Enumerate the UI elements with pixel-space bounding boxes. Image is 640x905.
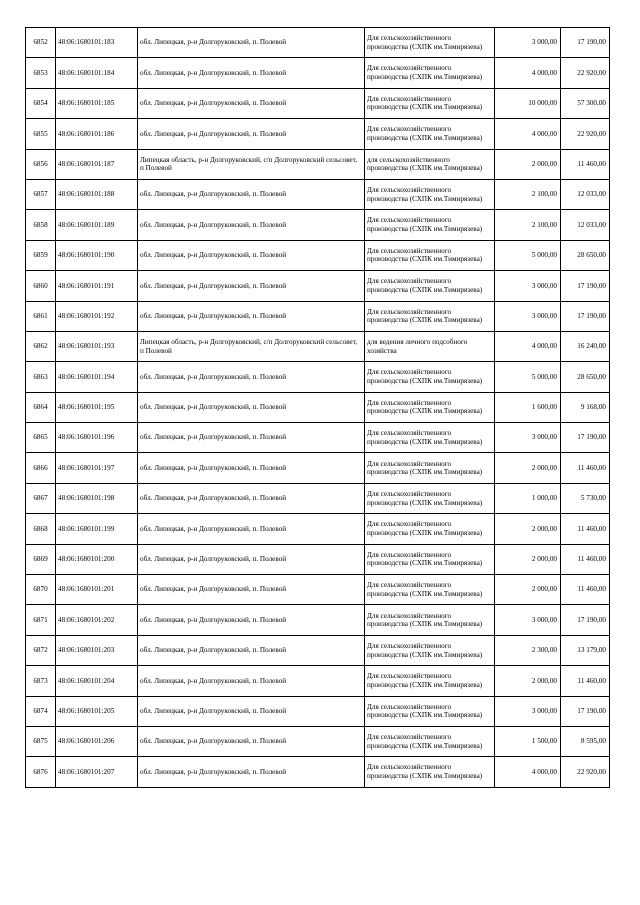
address-cell: Липецкая область, р-н Долгоруковский, с/п Долгоруковский сельсовет, п Полевой	[138, 149, 365, 179]
area-cell: 1 000,00	[495, 483, 561, 513]
cadastral-number: 48:06:1680101:190	[56, 240, 138, 270]
cadastral-value-cell: 11 460,00	[561, 544, 610, 574]
cadastral-value-cell: 17 190,00	[561, 423, 610, 453]
area-cell: 3 000,00	[495, 696, 561, 726]
cadastral-value-cell: 11 460,00	[561, 666, 610, 696]
cadastral-number: 48:06:1680101:191	[56, 271, 138, 301]
row-number: 6863	[26, 362, 56, 392]
cadastral-number: 48:06:1680101:196	[56, 423, 138, 453]
cadastral-number: 48:06:1680101:185	[56, 88, 138, 118]
row-number: 6866	[26, 453, 56, 483]
address-cell: обл. Липецкая, р-н Долгоруковский, п. Полевой	[138, 28, 365, 58]
area-cell: 5 000,00	[495, 362, 561, 392]
address-cell: обл. Липецкая, р-н Долгоруковский, п. Полевой	[138, 453, 365, 483]
cadastral-value-cell: 17 190,00	[561, 605, 610, 635]
row-number: 6869	[26, 544, 56, 574]
cadastral-value-cell: 17 190,00	[561, 271, 610, 301]
land-use-cell: для сельскохозяйственного производства (СХПК им.Тимирязева)	[365, 149, 495, 179]
cadastral-value-cell: 8 595,00	[561, 726, 610, 756]
land-use-cell: Для сельскохозяйственного производства (СХПК им.Тимирязева)	[365, 757, 495, 787]
cadastral-value-cell: 22 920,00	[561, 58, 610, 88]
table-row	[26, 271, 610, 301]
address-cell: обл. Липецкая, р-н Долгоруковский, п. Полевой	[138, 301, 365, 331]
row-number: 6857	[26, 179, 56, 209]
address-cell: обл. Липецкая, р-н Долгоруковский, п. Полевой	[138, 696, 365, 726]
address-cell: обл. Липецкая, р-н Долгоруковский, п. Полевой	[138, 362, 365, 392]
table-row	[26, 179, 610, 209]
area-cell: 2 000,00	[495, 149, 561, 179]
row-number: 6875	[26, 726, 56, 756]
row-number: 6853	[26, 58, 56, 88]
land-use-cell: Для сельскохозяйственного производства (СХПК им.Тимирязева)	[365, 271, 495, 301]
land-plots-table	[25, 27, 610, 788]
area-cell: 1 500,00	[495, 726, 561, 756]
row-number: 6855	[26, 119, 56, 149]
cadastral-number: 48:06:1680101:194	[56, 362, 138, 392]
table-row	[26, 149, 610, 179]
land-use-cell: Для сельскохозяйственного производства (СХПК им.Тимирязева)	[365, 58, 495, 88]
area-cell: 3 000,00	[495, 28, 561, 58]
area-cell: 4 000,00	[495, 119, 561, 149]
address-cell: обл. Липецкая, р-н Долгоруковский, п. Полевой	[138, 119, 365, 149]
area-cell: 5 000,00	[495, 240, 561, 270]
address-cell: обл. Липецкая, р-н Долгоруковский, п. Полевой	[138, 240, 365, 270]
row-number: 6871	[26, 605, 56, 635]
cadastral-number: 48:06:1680101:203	[56, 635, 138, 665]
land-use-cell: Для сельскохозяйственного производства (СХПК им.Тимирязева)	[365, 240, 495, 270]
land-use-cell: Для сельскохозяйственного производства (СХПК им.Тимирязева)	[365, 301, 495, 331]
area-cell: 4 000,00	[495, 757, 561, 787]
cadastral-value-cell: 13 179,00	[561, 635, 610, 665]
row-number: 6865	[26, 423, 56, 453]
cadastral-number: 48:06:1680101:207	[56, 757, 138, 787]
area-cell: 4 000,00	[495, 58, 561, 88]
area-cell: 10 000,00	[495, 88, 561, 118]
land-use-cell: Для сельскохозяйственного производства (СХПК им.Тимирязева)	[365, 28, 495, 58]
table-row	[26, 301, 610, 331]
cadastral-value-cell: 11 460,00	[561, 453, 610, 483]
area-cell: 2 000,00	[495, 666, 561, 696]
row-number: 6861	[26, 301, 56, 331]
table-row	[26, 240, 610, 270]
cadastral-number: 48:06:1680101:184	[56, 58, 138, 88]
cadastral-number: 48:06:1680101:186	[56, 119, 138, 149]
row-number: 6856	[26, 149, 56, 179]
land-use-cell: Для сельскохозяйственного производства (СХПК им.Тимирязева)	[365, 119, 495, 149]
address-cell: обл. Липецкая, р-н Долгоруковский, п. Полевой	[138, 635, 365, 665]
table-row	[26, 757, 610, 787]
row-number: 6876	[26, 757, 56, 787]
land-use-cell: Для сельскохозяйственного производства (СХПК им.Тимирязева)	[365, 666, 495, 696]
cadastral-number: 48:06:1680101:188	[56, 179, 138, 209]
table-row	[26, 392, 610, 422]
address-cell: обл. Липецкая, р-н Долгоруковский, п. Полевой	[138, 605, 365, 635]
cadastral-value-cell: 16 240,00	[561, 331, 610, 361]
cadastral-value-cell: 9 168,00	[561, 392, 610, 422]
cadastral-number: 48:06:1680101:201	[56, 575, 138, 605]
row-number: 6872	[26, 635, 56, 665]
cadastral-number: 48:06:1680101:187	[56, 149, 138, 179]
table-row	[26, 28, 610, 58]
table-row	[26, 423, 610, 453]
land-use-cell: для ведения личного подсобного хозяйства	[365, 331, 495, 361]
cadastral-number: 48:06:1680101:183	[56, 28, 138, 58]
area-cell: 3 000,00	[495, 271, 561, 301]
land-use-cell: Для сельскохозяйственного производства (СХПК им.Тимирязева)	[365, 696, 495, 726]
land-use-cell: Для сельскохозяйственного производства (СХПК им.Тимирязева)	[365, 392, 495, 422]
address-cell: обл. Липецкая, р-н Долгоруковский, п. Полевой	[138, 666, 365, 696]
address-cell: Липецкая область, р-н Долгоруковский, с/п Долгоруковский сельсовет, п Полевой	[138, 331, 365, 361]
cadastral-number: 48:06:1680101:204	[56, 666, 138, 696]
area-cell: 4 000,00	[495, 331, 561, 361]
land-use-cell: Для сельскохозяйственного производства (СХПК им.Тимирязева)	[365, 210, 495, 240]
cadastral-number: 48:06:1680101:202	[56, 605, 138, 635]
area-cell: 3 000,00	[495, 423, 561, 453]
area-cell: 2 300,00	[495, 635, 561, 665]
area-cell: 2 100,00	[495, 179, 561, 209]
address-cell: обл. Липецкая, р-н Долгоруковский, п. Полевой	[138, 423, 365, 453]
table-row	[26, 362, 610, 392]
row-number: 6874	[26, 696, 56, 726]
address-cell: обл. Липецкая, р-н Долгоруковский, п. Полевой	[138, 514, 365, 544]
area-cell: 3 000,00	[495, 605, 561, 635]
address-cell: обл. Липецкая, р-н Долгоруковский, п. Полевой	[138, 210, 365, 240]
address-cell: обл. Липецкая, р-н Долгоруковский, п. Полевой	[138, 179, 365, 209]
row-number: 6870	[26, 575, 56, 605]
table-row	[26, 88, 610, 118]
land-use-cell: Для сельскохозяйственного производства (СХПК им.Тимирязева)	[365, 453, 495, 483]
cadastral-number: 48:06:1680101:199	[56, 514, 138, 544]
area-cell: 2 000,00	[495, 575, 561, 605]
table-row	[26, 453, 610, 483]
cadastral-value-cell: 11 460,00	[561, 149, 610, 179]
land-use-cell: Для сельскохозяйственного производства (СХПК им.Тимирязева)	[365, 635, 495, 665]
table-row	[26, 696, 610, 726]
cadastral-value-cell: 11 460,00	[561, 514, 610, 544]
cadastral-number: 48:06:1680101:189	[56, 210, 138, 240]
row-number: 6860	[26, 271, 56, 301]
address-cell: обл. Липецкая, р-н Долгоруковский, п. Полевой	[138, 575, 365, 605]
row-number: 6852	[26, 28, 56, 58]
address-cell: обл. Липецкая, р-н Долгоруковский, п. Полевой	[138, 58, 365, 88]
cadastral-value-cell: 17 190,00	[561, 301, 610, 331]
land-use-cell: Для сельскохозяйственного производства (СХПК им.Тимирязева)	[365, 575, 495, 605]
cadastral-number: 48:06:1680101:206	[56, 726, 138, 756]
cadastral-value-cell: 5 730,00	[561, 483, 610, 513]
address-cell: обл. Липецкая, р-н Долгоруковский, п. Полевой	[138, 483, 365, 513]
cadastral-number: 48:06:1680101:198	[56, 483, 138, 513]
cadastral-number: 48:06:1680101:193	[56, 331, 138, 361]
cadastral-value-cell: 12 033,00	[561, 210, 610, 240]
area-cell: 2 100,00	[495, 210, 561, 240]
table-row	[26, 726, 610, 756]
row-number: 6858	[26, 210, 56, 240]
land-use-cell: Для сельскохозяйственного производства (СХПК им.Тимирязева)	[365, 544, 495, 574]
land-use-cell: Для сельскохозяйственного производства (СХПК им.Тимирязева)	[365, 483, 495, 513]
cadastral-value-cell: 28 650,00	[561, 240, 610, 270]
cadastral-number: 48:06:1680101:205	[56, 696, 138, 726]
cadastral-number: 48:06:1680101:195	[56, 392, 138, 422]
table-row	[26, 514, 610, 544]
cadastral-value-cell: 17 190,00	[561, 28, 610, 58]
row-number: 6854	[26, 88, 56, 118]
area-cell: 2 000,00	[495, 453, 561, 483]
table-row	[26, 58, 610, 88]
land-use-cell: Для сельскохозяйственного производства (СХПК им.Тимирязева)	[365, 88, 495, 118]
land-use-cell: Для сельскохозяйственного производства (СХПК им.Тимирязева)	[365, 514, 495, 544]
table-row	[26, 605, 610, 635]
table-row	[26, 331, 610, 361]
cadastral-value-cell: 22 920,00	[561, 757, 610, 787]
table-row	[26, 483, 610, 513]
area-cell: 2 000,00	[495, 514, 561, 544]
row-number: 6859	[26, 240, 56, 270]
cadastral-number: 48:06:1680101:197	[56, 453, 138, 483]
address-cell: обл. Липецкая, р-н Долгоруковский, п. Полевой	[138, 271, 365, 301]
cadastral-number: 48:06:1680101:192	[56, 301, 138, 331]
area-cell: 3 000,00	[495, 301, 561, 331]
table-row	[26, 575, 610, 605]
address-cell: обл. Липецкая, р-н Долгоруковский, п. Полевой	[138, 757, 365, 787]
table-row	[26, 119, 610, 149]
cadastral-value-cell: 22 920,00	[561, 119, 610, 149]
table-row	[26, 666, 610, 696]
address-cell: обл. Липецкая, р-н Долгоруковский, п. Полевой	[138, 88, 365, 118]
cadastral-value-cell: 17 190,00	[561, 696, 610, 726]
table-row	[26, 635, 610, 665]
row-number: 6862	[26, 331, 56, 361]
cadastral-value-cell: 11 460,00	[561, 575, 610, 605]
land-use-cell: Для сельскохозяйственного производства (СХПК им.Тимирязева)	[365, 726, 495, 756]
area-cell: 1 600,00	[495, 392, 561, 422]
area-cell: 2 000,00	[495, 544, 561, 574]
land-use-cell: Для сельскохозяйственного производства (СХПК им.Тимирязева)	[365, 423, 495, 453]
address-cell: обл. Липецкая, р-н Долгоруковский, п. Полевой	[138, 392, 365, 422]
address-cell: обл. Липецкая, р-н Долгоруковский, п. Полевой	[138, 544, 365, 574]
row-number: 6868	[26, 514, 56, 544]
table-row	[26, 210, 610, 240]
cadastral-value-cell: 57 300,00	[561, 88, 610, 118]
land-use-cell: Для сельскохозяйственного производства (СХПК им.Тимирязева)	[365, 362, 495, 392]
table-row	[26, 544, 610, 574]
address-cell: обл. Липецкая, р-н Долгоруковский, п. Полевой	[138, 726, 365, 756]
land-use-cell: Для сельскохозяйственного производства (СХПК им.Тимирязева)	[365, 605, 495, 635]
row-number: 6867	[26, 483, 56, 513]
land-use-cell: Для сельскохозяйственного производства (СХПК им.Тимирязева)	[365, 179, 495, 209]
cadastral-number: 48:06:1680101:200	[56, 544, 138, 574]
cadastral-value-cell: 12 033,00	[561, 179, 610, 209]
row-number: 6873	[26, 666, 56, 696]
cadastral-value-cell: 28 650,00	[561, 362, 610, 392]
row-number: 6864	[26, 392, 56, 422]
